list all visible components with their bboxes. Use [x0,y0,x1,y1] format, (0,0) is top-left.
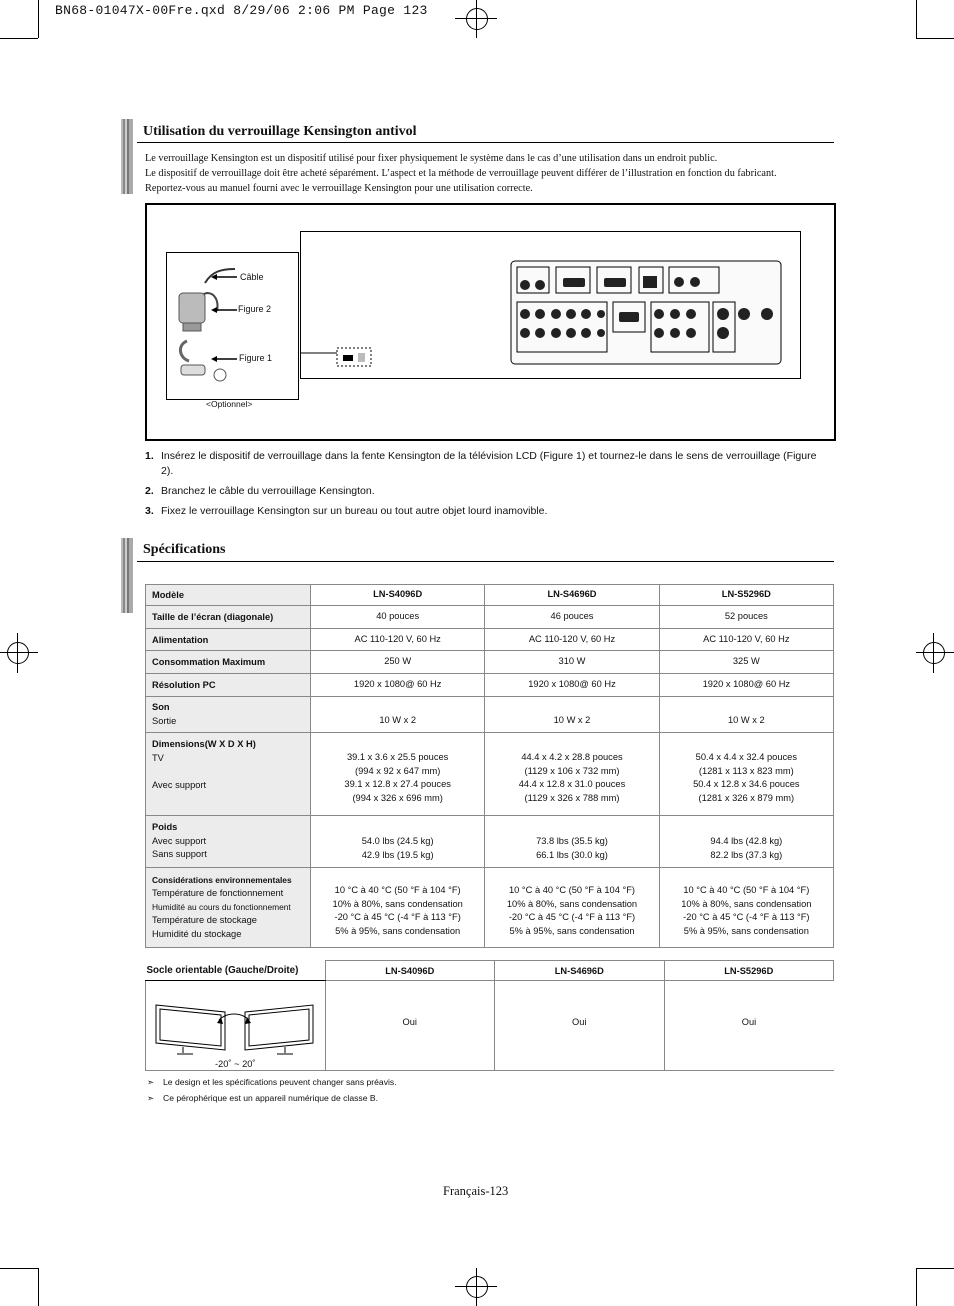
section-bar [121,119,133,194]
registration-mark [7,642,29,664]
table-row: Socle orientable (Gauche/Droite) LN-S4096D LN-S4696D LN-S5296D [146,961,834,981]
list-item: 1. Insérez le dispositif de verrouillage dans la fente Kensington de la télévision LCD (Figure 1) et tournez-le dans le sens de verrouillage (Figure 2). [145,450,817,477]
note: ➣ Le design et les spécifications peuvent changer sans préavis. [147,1077,397,1087]
kensington-lock-illustration [167,253,298,399]
crop-mark [916,38,954,39]
crop-mark [38,0,39,38]
swivel-angle: -20˚ ~ 20˚ [214,1059,256,1069]
arrow-icon: ➣ [147,1077,155,1087]
spec-table [145,584,834,948]
section-title-specs: Spécifications [143,542,226,557]
table-row: Poids Avec support Sans support 54.0 lbs (24.5 kg) 42.9 lbs (19.5 kg) 73.8 lbs (35.5 kg) 66.1 lbs (30.0 kg) 94.4 lbs (42.8 kg) 82.2 lbs (37.3 kg) [146,816,834,868]
intro-paragraph: Le verrouillage Kensington est un dispositif utilisé pour fixer physiquement le système dans le cas d’une utilisation dans un endroit public. Le dispositif de verrouillage doit être acheté séparément. L’aspect et la méthode de verrouillage peuvent différer de l’illustration en fonction du fabricant. Reportez-vous au manuel fourni avec le verrouillage Kensington pour une utilisation correcte. [145,153,777,194]
table-row: Dimensions(W X D X H) TV Avec support 39.1 x 3.6 x 25.5 pouces (994 x 92 x 647 mm) 39.1 x 12.8 x 27.4 pouces (994 x 326 x 696 mm) 44.4 x 4.2 x 28.8 pouces (1129 x 106 x 732 mm) 44.4 x 12.8 x 31.0 pouces (1129 x 326 x 788 mm) 50.4 x 4.4 x 32.4 pouces (1281 x 113 x 823 mm) 50.4 x 12.8 x 34.6 pouces (1281 x 326 x 879 mm) [146,733,834,816]
section-rule [137,561,834,562]
list-item: 3. Fixez le verrouillage Kensington sur un bureau ou tout autre objet lourd inamovible. [145,505,548,517]
table-row: Alimentation AC 110-120 V, 60 Hz AC 110-120 V, 60 Hz AC 110-120 V, 60 Hz [146,629,834,651]
registration-mark [466,8,488,30]
label-figure-1: Figure 1 [239,353,273,363]
table-row: -20˚ ~ 20˚ Oui Oui Oui [146,981,834,1071]
page-number: Français-123 [443,1184,509,1198]
section-title-kensington: Utilisation du verrouillage Kensington antivol [143,124,417,139]
tv-rear-illustration [301,232,800,378]
figure-caption: <Optionnel> [206,399,253,409]
crop-mark [916,0,917,38]
crop-mark [916,1268,917,1306]
table-row: Son Sortie 10 W x 2 10 W x 2 10 W x 2 [146,697,834,733]
note: ➣ Ce pérophérique est un appareil numérique de classe B. [147,1093,378,1103]
table-row: Résolution PC 1920 x 1080@ 60 Hz 1920 x 1080@ 60 Hz 1920 x 1080@ 60 Hz [146,674,834,697]
arrow-icon: ➣ [147,1093,155,1103]
table-row: Considérations environnementales Température de fonctionnement Humidité au cours du fonctionnement Température de stockage Humidité du stockage 10 °C à 40 °C (50 °F à 104 °F) 10% à 80%, sans condensation -20 °C à 45 °C (-4 °F à 113 °F) 5% à 95%, sans condensation 10 °C à 40 °C (50 °F à 104 °F) 10% à 80%, sans condensation -20 °C à 45 °C (-4 °F à 113 °F) 5% à 95%, sans condensation 10 °C à 40 °C (50 °F à 104 °F) 10% à 80%, sans condensation -20 °C à 45 °C (-4 °F à 113 °F) 5% à 95%, sans condensation [146,868,834,948]
crop-mark [916,1268,954,1269]
registration-mark [466,1276,488,1298]
print-header-line: BN68-01047X-00Fre.qxd 8/29/06 2:06 PM Page 123 [55,3,428,18]
registration-mark [923,642,945,664]
swivel-stand-illustration [153,990,318,1056]
table-row: Consommation Maximum 250 W 310 W 325 W [146,651,834,674]
label-figure-2: Figure 2 [238,304,272,314]
lock-inset [166,252,299,400]
tv-rear-panel [300,231,801,379]
crop-mark [0,1268,38,1269]
crop-mark [38,1268,39,1306]
table-row: Modèle LN-S4096D LN-S4696D LN-S5296D [146,585,834,606]
steps-list [145,449,825,524]
table-row: Taille de l’écran (diagonale) 40 pouces 46 pouces 52 pouces [146,606,834,629]
section-rule [137,142,834,143]
label-cable: Câble [240,272,264,282]
section-bar [121,538,133,613]
stand-table [145,960,834,1071]
kensington-figure [145,203,836,441]
list-item: 2. Branchez le câble du verrouillage Kensington. [145,485,375,497]
crop-mark [0,38,38,39]
